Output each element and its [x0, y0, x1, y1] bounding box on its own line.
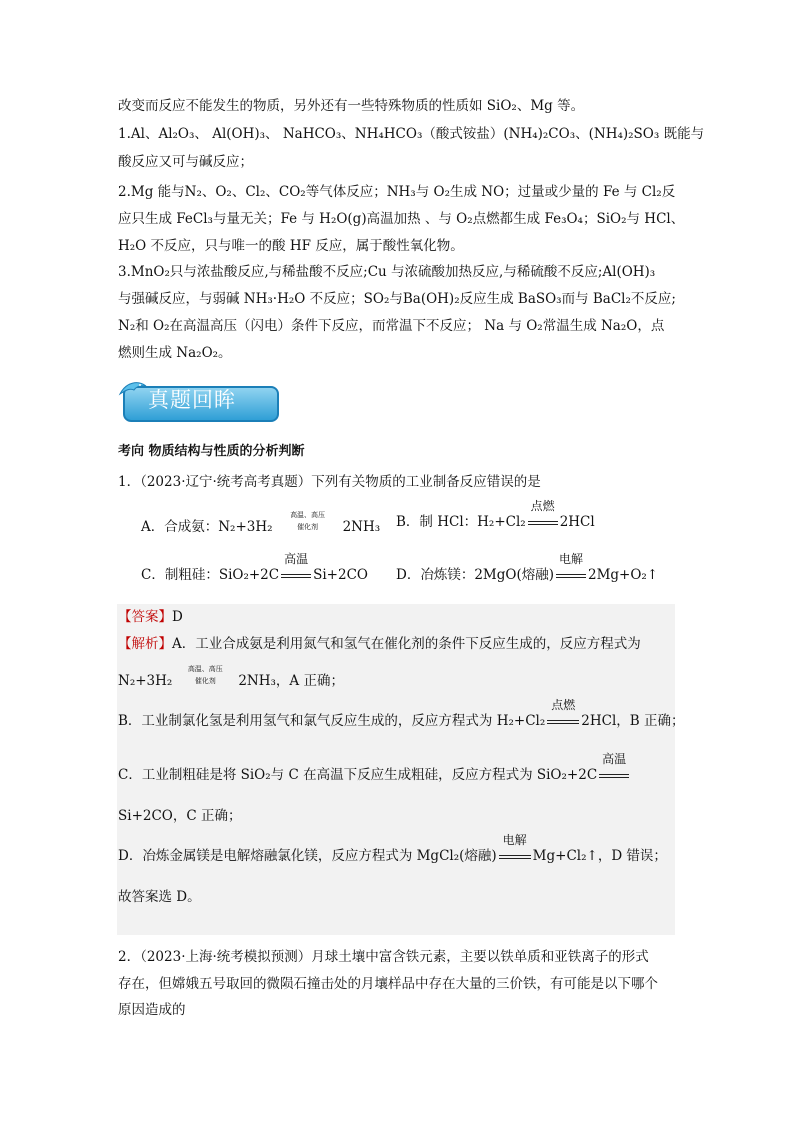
option-d-product: 2Mg+O₂↑ — [587, 567, 659, 583]
analysis-b-cond: 点燃 — [551, 698, 576, 712]
analysis-c-cond: 高温 — [602, 752, 627, 766]
analysis-a1-condition — [174, 667, 236, 685]
analysis-line-b — [118, 698, 685, 730]
q2-line-2: 存在，但嫦娥五号取回的微陨石撞击处的月壤样品中存在大量的三价铁，有可能是以下哪个 — [118, 976, 658, 992]
analysis-a1-eq-left: N₂+3H₂ — [118, 673, 173, 689]
option-b-bar — [528, 521, 558, 525]
analysis-c1: C．工业制粗硅是将 SiO₂与 C 在高温下反应生成粗硅，反应方程式为 SiO₂+2C — [118, 767, 598, 783]
q1-option-a[interactable] — [141, 513, 380, 536]
option-c-label: C．制粗硅：SiO₂+2C — [141, 567, 280, 583]
option-b-label: B．制 HCl：H₂+Cl₂ — [396, 514, 526, 530]
q2-line-3: 原因造成的 — [118, 1002, 186, 1018]
option-d-bar — [556, 574, 586, 578]
analysis-line-d — [118, 833, 667, 865]
intro-item-2a: 2.Mg 能与N₂、O₂、Cl₂、CO₂等气体反应；NH₃与 O₂生成 NO；过量或少量的 Fe 与 Cl₂反 — [118, 184, 676, 200]
option-b-condition — [528, 499, 558, 531]
intro-item-3b: 与强碱反应，与弱碱 NH₃·H₂O 不反应；SO₂与Ba(OH)₂反应生成 BaSO₃而与 BaCl₂不反应; — [118, 291, 676, 307]
intro-item-2c: H₂O 不反应，只与唯一的酸 HF 反应，属于酸性氧化物。 — [118, 238, 464, 254]
analysis-b1: B．工业制氯化氢是利用氢气和氯气反应生成的，反应方程式为 H₂+Cl₂ — [118, 713, 546, 729]
option-c-cond: 高温 — [284, 552, 309, 566]
answer-tag: 【答案】 — [118, 609, 172, 625]
q1-option-d[interactable] — [396, 552, 659, 584]
intro-item-1b: 酸反应又可与碱反应； — [118, 154, 253, 170]
analysis-conclusion: 故答案选 D。 — [118, 889, 201, 905]
option-a-cond-bottom: 催化剂 — [297, 523, 319, 531]
q1-option-c[interactable] — [141, 552, 368, 584]
intro-item-3a: 3.MnO₂只与浓盐酸反应,与稀盐酸不反应;Cu 与浓硫酸加热反应,与稀硫酸不反应;Al(OH)₃ — [118, 264, 656, 280]
option-b-product: 2HCl — [559, 514, 595, 530]
intro-item-3d: 燃则生成 Na₂O₂。 — [118, 345, 232, 361]
q2-line-1: 2．（2023·上海·统考模拟预测）月球土壤中富含铁元素，主要以铁单质和亚铁离子的形式 — [118, 949, 649, 965]
option-a-product: 2NH₃ — [342, 519, 381, 535]
analysis-c-condition — [599, 752, 629, 784]
analysis-line-a1 — [118, 635, 641, 653]
analysis-d-right: Mg+Cl₂↑，D 错误； — [532, 848, 667, 864]
option-c-condition — [281, 552, 311, 584]
section-banner — [118, 380, 281, 424]
option-a-cond-top: 高温、高压 — [290, 511, 326, 519]
analysis-line-c1 — [118, 752, 631, 784]
intro-line-0: 改变而反应不能发生的物质，另外还有一些特殊物质的性质如 SiO₂、Mg 等。 — [118, 98, 585, 114]
intro-item-3c: N₂和 O₂在高温高压（闪电）条件下反应，而常温下不反应； Na 与 O₂常温生成 Na₂O，点 — [118, 318, 665, 334]
analysis-tag: 【解析】 — [118, 636, 172, 652]
analysis-a1-eq-right: 2NH₃，A 正确； — [238, 673, 344, 689]
analysis-line-c2: Si+2CO，C 正确； — [118, 808, 242, 824]
analysis-d-cond: 电解 — [502, 833, 527, 847]
analysis-d-bar — [499, 855, 531, 859]
option-d-condition — [556, 552, 586, 584]
analysis-b-condition — [547, 698, 579, 730]
option-b-cond: 点燃 — [530, 499, 555, 513]
analysis-a1: A．工业合成氨是利用氮气和氢气在催化剂的条件下反应生成的，反应方程式为 — [172, 636, 641, 652]
analysis-line-a2 — [118, 667, 344, 690]
intro-item-1a: 1.Al、Al₂O₃、 Al(OH)₃、 NaHCO₃、NH₄HCO₃（酸式铵盐）(NH₄)₂CO₃、(NH₄)₂SO₃ 既能与 — [118, 126, 705, 142]
q1-stem: 1．（2023·辽宁·统考高考真题）下列有关物质的工业制备反应错误的是 — [118, 474, 541, 490]
analysis-c-bar — [599, 774, 629, 778]
q1-option-b[interactable] — [396, 499, 595, 531]
option-a-label: A．合成氨：N₂+3H₂ — [141, 519, 273, 535]
intro-item-2b: 应只生成 FeCl₃与量无关；Fe 与 H₂O(g)高温加热 、与 O₂点燃都生成 Fe₃O₄；SiO₂与 HCl、 — [118, 211, 685, 227]
analysis-d1: D．冶炼金属镁是电解熔融氯化镁，反应方程式为 MgCl₂(熔融) — [118, 848, 497, 864]
option-a-condition — [275, 513, 341, 531]
option-c-bar — [281, 574, 311, 578]
answer-value: D — [172, 609, 183, 625]
option-c-product: Si+2CO — [313, 567, 368, 583]
analysis-b-bar — [547, 720, 579, 724]
section-title: 考向 物质结构与性质的分析判断 — [118, 444, 305, 459]
banner-title: 真题回眸 — [148, 388, 236, 412]
analysis-d-condition — [499, 833, 531, 865]
option-d-cond: 电解 — [558, 552, 583, 566]
answer-line — [118, 608, 183, 626]
dolphin-icon — [118, 380, 148, 400]
analysis-b-right: 2HCl，B 正确； — [581, 713, 685, 729]
analysis-a1-cond-top: 高温、高压 — [187, 665, 223, 673]
analysis-a1-cond-bottom: 催化剂 — [194, 677, 216, 685]
option-d-label: D．冶炼镁：2MgO(熔融) — [396, 567, 554, 583]
